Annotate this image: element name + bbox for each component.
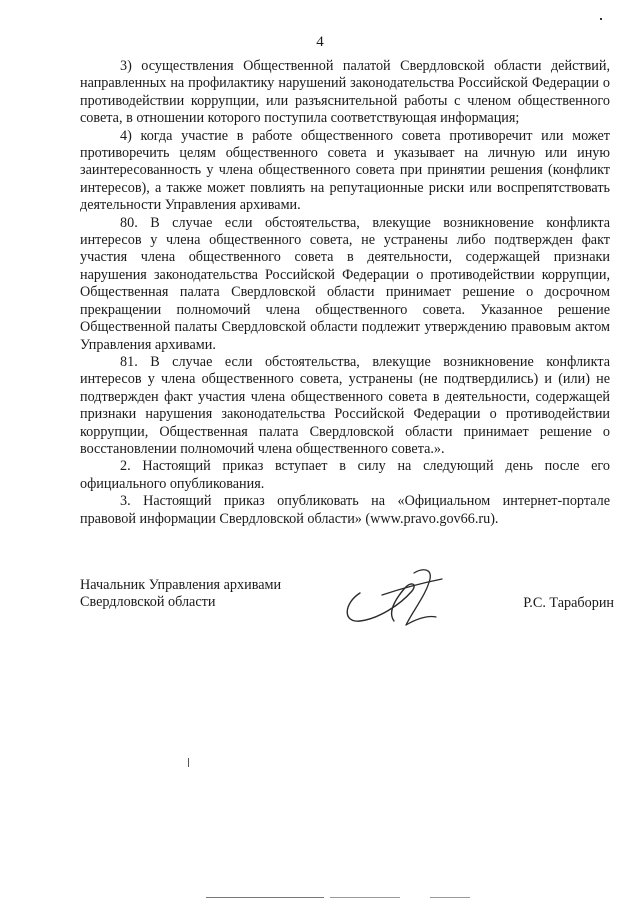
signatory-title-line1: Начальник Управления архивами: [80, 577, 282, 593]
paragraph-item-4: 4) когда участие в работе общественного совета противоречит или может противоречить целям общественного совета и указывает на личную или иную заинтересованность у члена общественного совета при принятии решения (конфликт интересов), а также может повлиять на репутационные риски или воспрепятствовать деятельности Управления архивами.: [80, 127, 610, 214]
paragraph-order-2: 2. Настоящий приказ вступает в силу на следующий день после его официального опубликования.: [80, 458, 610, 492]
paragraph-item-3: 3) осуществления Общественной палатой Свердловской области действий, направленных на профилактику нарушений законодательства Российской Федерации о противодействии коррупции, или разъяснительной работы с членом общественного совета, в отношении которого поступила соответствующая информация;: [80, 58, 610, 127]
paragraph-order-3: 3. Настоящий приказ опубликовать на «Официальном интернет-портале правовой информации Свердловской области» (www.pravo.gov66.ru).: [80, 493, 610, 527]
scan-artifact-tick: [188, 758, 189, 767]
scan-artifact-dot: [600, 18, 602, 20]
page-number: 4: [316, 34, 324, 50]
document-body: [80, 58, 610, 528]
scan-artifact-line: [430, 897, 470, 898]
scan-artifact-line: [206, 897, 324, 898]
signatory-title-line2: Свердловской области: [80, 594, 216, 611]
handwritten-signature: [338, 565, 463, 630]
signatory-title: [80, 577, 281, 612]
signature-block: [80, 577, 614, 647]
paragraph-clause-80: 80. В случае если обстоятельства, влекущие возникновение конфликта интересов у члена общественного совета, не устранены либо подтвержден факт участия члена общественного совета в деятельности, содержащей признаки нарушения законодательства Российской Федерации о противодействии коррупции, Общественная палата Свердловской области принимает решение о досрочном прекращении полномочий члена общественного совета. Указанное решение Общественной палаты Свердловской области подлежит утверждению правовым актом Управления архивами.: [80, 214, 610, 353]
signatory-name: Р.С. Тараборин: [523, 595, 614, 611]
paragraph-clause-81: 81. В случае если обстоятельства, влекущие возникновение конфликта интересов у члена общественного совета, устранены (не подтвердились) и (или) не подтвержден факт участия члена общественного совета в деятельности, содержащей признаки нарушения законодательства Российской Федерации о противодействии коррупции, Общественная палата Свердловской области принимает решение о восстановлении полномочий члена общественного совета.».: [80, 353, 610, 457]
scan-artifact-line: [330, 897, 400, 898]
